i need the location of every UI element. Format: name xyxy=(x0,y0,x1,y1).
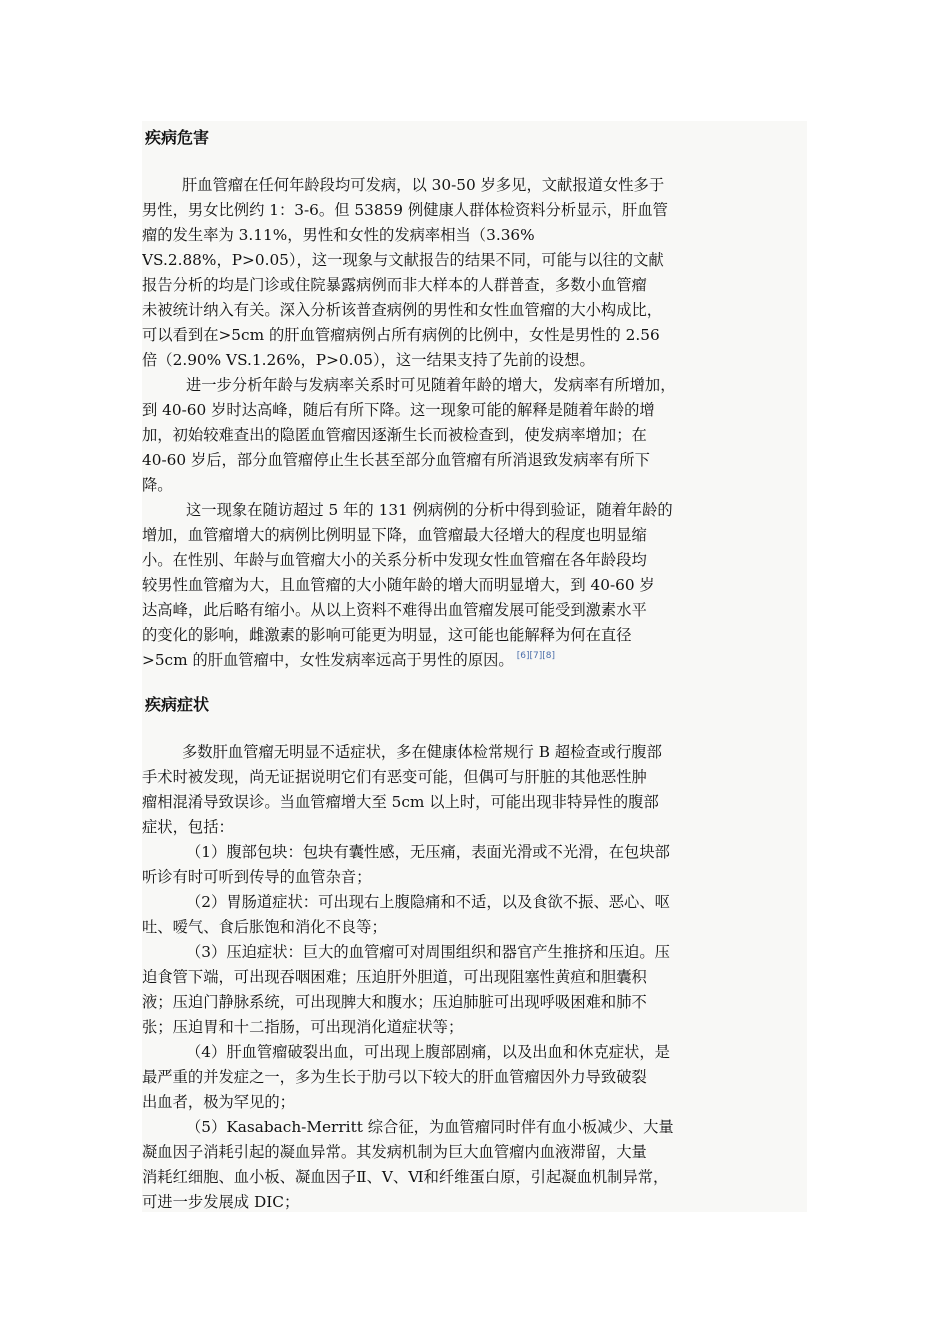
list-item-line: 最严重的并发症之一，多为生长于肋弓以下较大的肝血管瘤因外力导致破裂 xyxy=(142,1068,647,1086)
paragraph-line: 较男性血管瘤为大，且血管瘤的大小随年龄的增大而明显增大，到 40-60 岁 xyxy=(142,576,655,594)
paragraph-line: 未被统计纳入有关。深入分析该普查病例的男性和女性血管瘤的大小构成比， xyxy=(142,301,663,319)
paragraph-line: 40-60 岁后，部分血管瘤停止生长甚至部分血管瘤有所消退致发病率有所下 xyxy=(142,451,650,469)
paragraph-line: 到 40-60 岁时达高峰，随后有所下降。这一现象可能的解释是随着年龄的增 xyxy=(142,401,655,419)
list-item-line: 液；压迫门静脉系统，可出现脾大和腹水；压迫肺脏可出现呼吸困难和肺不 xyxy=(142,993,647,1011)
list-item-line: 迫食管下端，可出现吞咽困难；压迫肝外胆道，可出现阻塞性黄疸和胆囊积 xyxy=(142,968,647,986)
list-item-line: 出血者，极为罕见的； xyxy=(142,1093,295,1111)
list-item-line: （2）胃肠道症状：可出现右上腹隐痛和不适，以及食欲不振、恶心、呕 xyxy=(186,893,670,911)
paragraph-line: 的变化的影响，雌激素的影响可能更为明显，这可能也能解释为何在直径 xyxy=(142,626,632,644)
paragraph-line: 多数肝血管瘤无明显不适症状，多在健康体检常规行 B 超检查或行腹部 xyxy=(182,743,662,761)
list-item-line: （1）腹部包块：包块有囊性感，无压痛，表面光滑或不光滑，在包块部 xyxy=(186,843,670,861)
paragraph-line: 报告分析的均是门诊或住院暴露病例而非大样本的人群普查，多数小血管瘤 xyxy=(142,276,647,294)
list-item-line: 吐、嗳气、食后胀饱和消化不良等； xyxy=(142,918,387,936)
article xyxy=(142,121,807,1212)
paragraph-line: 加，初始较难查出的隐匿血管瘤因逐渐生长而被检查到，使发病率增加；在 xyxy=(142,426,647,444)
list-item-line: 凝血因子消耗引起的凝血异常。其发病机制为巨大血管瘤内血液滞留，大量 xyxy=(142,1143,647,1161)
list-item-line: 可进一步发展成 DIC； xyxy=(142,1193,300,1211)
paragraph-line: 症状，包括： xyxy=(142,818,234,836)
paragraph-line: 达高峰，此后略有缩小。从以上资料不难得出血管瘤发展可能受到激素水平 xyxy=(142,601,647,619)
paragraph-line: 瘤的发生率为 3.11%，男性和女性的发病率相当（3.36% xyxy=(142,226,535,244)
paragraph-line: 倍（2.90% VS.1.26%，P>0.05），这一结果支持了先前的设想。 xyxy=(142,351,595,369)
paragraph-text: >5cm 的肝血管瘤中，女性发病率远高于男性的原因。 xyxy=(142,651,514,669)
paragraph-line: 肝血管瘤在任何年龄段均可发病，以 30-50 岁多见，文献报道女性多于 xyxy=(182,176,665,194)
list-item-line: （5）Kasabach-Merritt 综合征，为血管瘤同时伴有血小板减少、大量 xyxy=(186,1118,674,1136)
paragraph-line: 手术时被发现，尚无证据说明它们有恶变可能，但偶可与肝脏的其他恶性肿 xyxy=(142,768,647,786)
paragraph-line: 这一现象在随访超过 5 年的 131 例病例的分析中得到验证，随着年龄的 xyxy=(186,501,673,519)
paragraph-line: 进一步分析年龄与发病率关系时可见随着年龄的增大，发病率有所增加， xyxy=(186,376,676,394)
paragraph-line: 瘤相混淆导致误诊。当血管瘤增大至 5cm 以上时，可能出现非特异性的腹部 xyxy=(142,793,659,811)
list-item-line: 听诊有时可听到传导的血管杂音； xyxy=(142,868,372,886)
paragraph-line: 男性，男女比例约 1：3-6。但 53859 例健康人群体检资料分析显示，肝血管 xyxy=(142,201,668,219)
list-item-line: 张；压迫胃和十二指肠，可出现消化道症状等； xyxy=(142,1018,464,1036)
paragraph-line: 可以看到在>5cm 的肝血管瘤病例占所有病例的比例中，女性是男性的 2.56 xyxy=(142,326,660,344)
paragraph-line: 小。在性别、年龄与血管瘤大小的关系分析中发现女性血管瘤在各年龄段均 xyxy=(142,551,647,569)
section-heading-hazards: 疾病危害 xyxy=(145,128,210,147)
list-item-line: （3）压迫症状：巨大的血管瘤可对周围组织和器官产生推挤和压迫。压 xyxy=(186,943,670,961)
paragraph-line: VS.2.88%，P>0.05），这一现象与文献报告的结果不同，可能与以往的文献 xyxy=(142,251,664,269)
paragraph-line-with-citation xyxy=(142,649,807,671)
document-page xyxy=(142,121,807,1212)
citation-link[interactable]: [6][7][8] xyxy=(516,651,555,661)
list-item-line: （4）肝血管瘤破裂出血，可出现上腹部剧痛，以及出血和休克症状，是 xyxy=(186,1043,670,1061)
list-item-line: 消耗红细胞、血小板、凝血因子Ⅱ、Ⅴ、Ⅵ和纤维蛋白原，引起凝血机制异常， xyxy=(142,1168,669,1186)
paragraph-line: 增加，血管瘤增大的病例比例明显下降，血管瘤最大径增大的程度也明显缩 xyxy=(142,526,647,544)
section-heading-symptoms: 疾病症状 xyxy=(145,695,210,714)
paragraph-line: 降。 xyxy=(142,476,173,494)
